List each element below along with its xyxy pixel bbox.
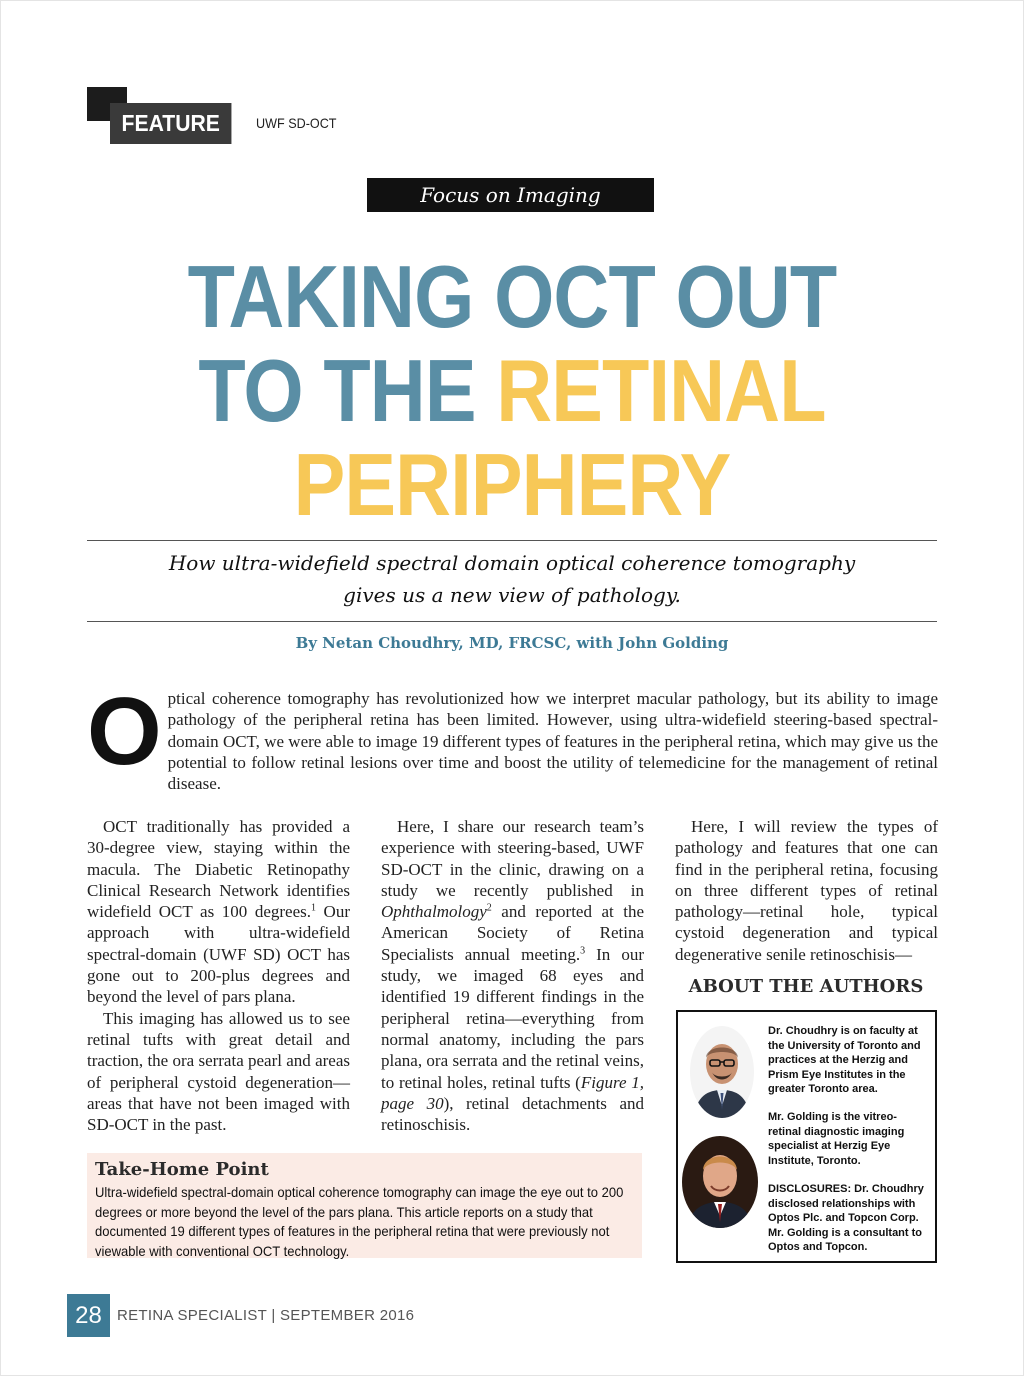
- body-column-3: [675, 816, 938, 965]
- feature-label: FEATURE: [110, 103, 231, 144]
- page-number: 28: [67, 1294, 110, 1337]
- citation-2: 2: [486, 902, 492, 914]
- col2-paragraph-1: [381, 816, 644, 1135]
- top-rule: [87, 540, 937, 541]
- take-home-title: Take-Home Point: [95, 1159, 269, 1180]
- headline: [0, 247, 1024, 534]
- headline-line-2-a: TO THE: [198, 341, 497, 440]
- col1-p1-text-a: OCT traditionally has provided a 30-degree view, staying within the macula. The Diabetic Retinopathy Clinical Research Network identifies widefield OCT as 100 degrees.: [87, 817, 350, 922]
- col2-text-c: In our study, we imaged 68 eyes and identified 19 different findings in the peripheral retina—everything from normal anatomy, including the pars plana, ora serrata and the retinal veins, to retinal holes, retinal tufts (: [381, 944, 644, 1092]
- byline: By Netan Choudhry, MD, FRCSC, with John Golding: [295, 634, 729, 652]
- author-bio-golding: Mr. Golding is the vitreo-retinal diagnostic imaging specialist at Herzig Eye Institute, Toronto.: [768, 1111, 905, 1167]
- col2-text-a: Here, I share our research team’s experience with steering-based, UWF SD-OCT in the clinic, drawing on a study we recently published in: [381, 817, 644, 900]
- kicker-banner: Focus on Imaging: [367, 178, 654, 212]
- body-column-2: [381, 816, 644, 1135]
- headline-line-1: TAKING OCT OUT: [187, 247, 837, 346]
- take-home-box: [87, 1153, 642, 1258]
- headline-line-2-b: RETINAL: [496, 341, 826, 440]
- author-photo-golding-icon: [682, 1136, 758, 1228]
- publication-footer: RETINA SPECIALIST | SEPTEMBER 2016: [117, 1307, 415, 1324]
- col3-paragraph-1: Here, I will review the types of pathology and features that one can find in the peripheral retina, focusing on three different types of retinal pathology—retinal hole, typical cystoid degeneration and typical degenerative senile retinoschisis—: [675, 817, 938, 964]
- col2-text-d: ), retinal detachments and retinoschisis.: [381, 1093, 644, 1135]
- bottom-rule: [87, 621, 937, 622]
- deck-line-2: gives us a new view of pathology.: [343, 583, 681, 607]
- figure-reference: Figure 1, page 30: [381, 1072, 644, 1113]
- col2-text-b: and reported at the American Society of Retina Specialists annual meeting.: [381, 902, 644, 964]
- author-photo-choudhry: [690, 1026, 754, 1118]
- body-column-1: [87, 816, 350, 1135]
- col1-paragraph-2: This imaging has allowed us to see retinal tufts with great detail and traction, the ora serrata pearl and areas of peripheral cystoid degeneration—areas that have not been imaged with SD-OCT in the past.: [87, 1008, 350, 1135]
- disclosures: DISCLOSURES: Dr. Choudhry disclosed relationships with Optos Plc. and Topcon Corp. Mr. Golding is a consultant to Optos and Topcon.: [768, 1183, 924, 1253]
- citation-1: 1: [310, 902, 316, 914]
- headline-line-2: [61, 341, 962, 440]
- drop-cap: O: [87, 678, 162, 785]
- take-home-body: Ultra-widefield spectral-domain optical coherence tomography can image the eye out to 200 degrees or more beyond the level of the pars plana. This article reports on a study that documented 19 different types of features in the peripheral retina that were previously not viewable with conventional OCT technology.: [95, 1184, 624, 1259]
- headline-line-3: PERIPHERY: [293, 435, 731, 534]
- col1-paragraph-1: [87, 816, 350, 1008]
- author-bio-choudhry: Dr. Choudhry is on faculty at the University of Toronto and practices at the Herzig and Prism Eye Institutes in the greater Toronto area.: [768, 1025, 921, 1095]
- intro-paragraph: [87, 678, 938, 794]
- author-photo-choudhry-icon: [690, 1026, 754, 1118]
- section-tag: UWF SD-OCT: [256, 115, 337, 131]
- deck: [87, 547, 937, 611]
- col1-p1-text-b: Our approach with ultra-widefield spectral-domain (UWF SD) OCT has gone out to 200-plus degrees and beyond the level of pars plana.: [87, 902, 350, 1007]
- journal-name: Ophthalmology: [381, 902, 487, 922]
- citation-3: 3: [580, 945, 586, 957]
- author-photo-golding: [682, 1136, 758, 1228]
- about-authors-box: [676, 1010, 937, 1263]
- intro-text: ptical coherence tomography has revolutionized how we interpret macular pathology, but its ability to image pathology of the peripheral retina has been limited. However, using ultra-widefield steering-based spectral-domain OCT, we were able to image 19 different types of features in the peripheral retina, which may give us the potential to follow retinal lesions over time and boost the utility of telemedicine for the management of retinal disease.: [167, 689, 938, 794]
- about-authors-title: ABOUT THE AUTHORS: [688, 976, 924, 997]
- deck-line-1: How ultra-widefield spectral domain optical coherence tomography: [168, 551, 856, 575]
